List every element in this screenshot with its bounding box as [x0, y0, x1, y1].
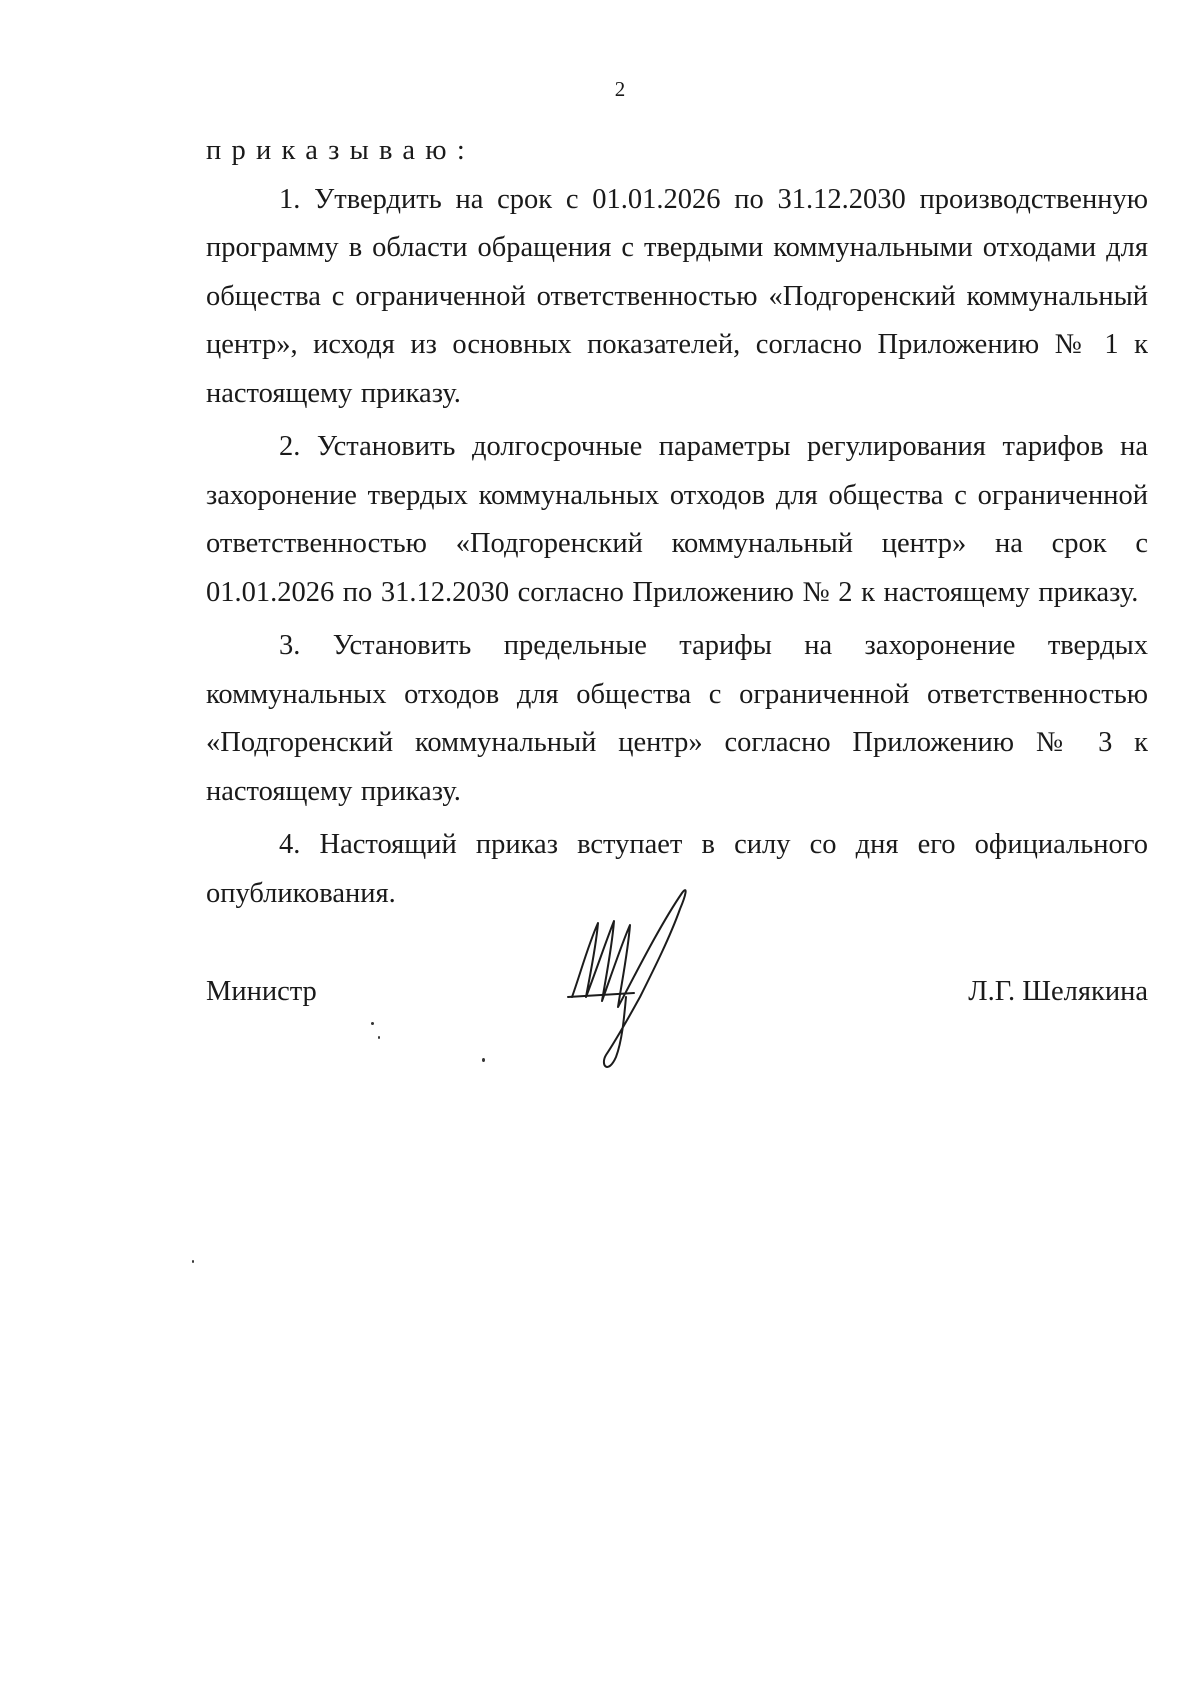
page-number: 2 [614, 77, 626, 101]
order-item-3: 3. Установить предельные тарифы на захоронение твердых коммунальных отходов для общества с ограниченной ответственностью «Подгоренский коммунальный центр» согласно Приложению № 3 к настоящему приказу. [206, 630, 1148, 807]
order-lead-word: приказываю: [206, 135, 476, 166]
order-item-4: 4. Настоящий приказ вступает в силу со дня его официального опубликования. [206, 829, 1148, 909]
handwritten-signature [560, 885, 710, 1095]
order-item-2: 2. Установить долгосрочные параметры регулирования тарифов на захоронение твердых коммунальных отходов для общества с ограниченной ответственностью «Подгоренский коммунальный центр» на срок с 01.01.2026 по 31.12.2030 согласно Приложению № 2 к настоящему приказу. [206, 431, 1148, 608]
scan-speck [378, 1036, 380, 1039]
order-item-1: 1. Утвердить на срок с 01.01.2026 по 31.12.2030 производственную программу в области обращения с твердыми коммунальными отходами для общества с ограниченной ответственностью «Подгоренский коммунальный центр», исходя из основных показателей, согласно Приложению № 1 к настоящему приказу. [206, 183, 1148, 409]
signer-position: Министр [206, 976, 317, 1007]
scan-speck [482, 1058, 485, 1062]
scan-speck [371, 1022, 374, 1025]
document-body [206, 127, 1148, 918]
scan-speck [192, 1260, 194, 1263]
signer-name: Л.Г. Шелякина [968, 976, 1148, 1007]
